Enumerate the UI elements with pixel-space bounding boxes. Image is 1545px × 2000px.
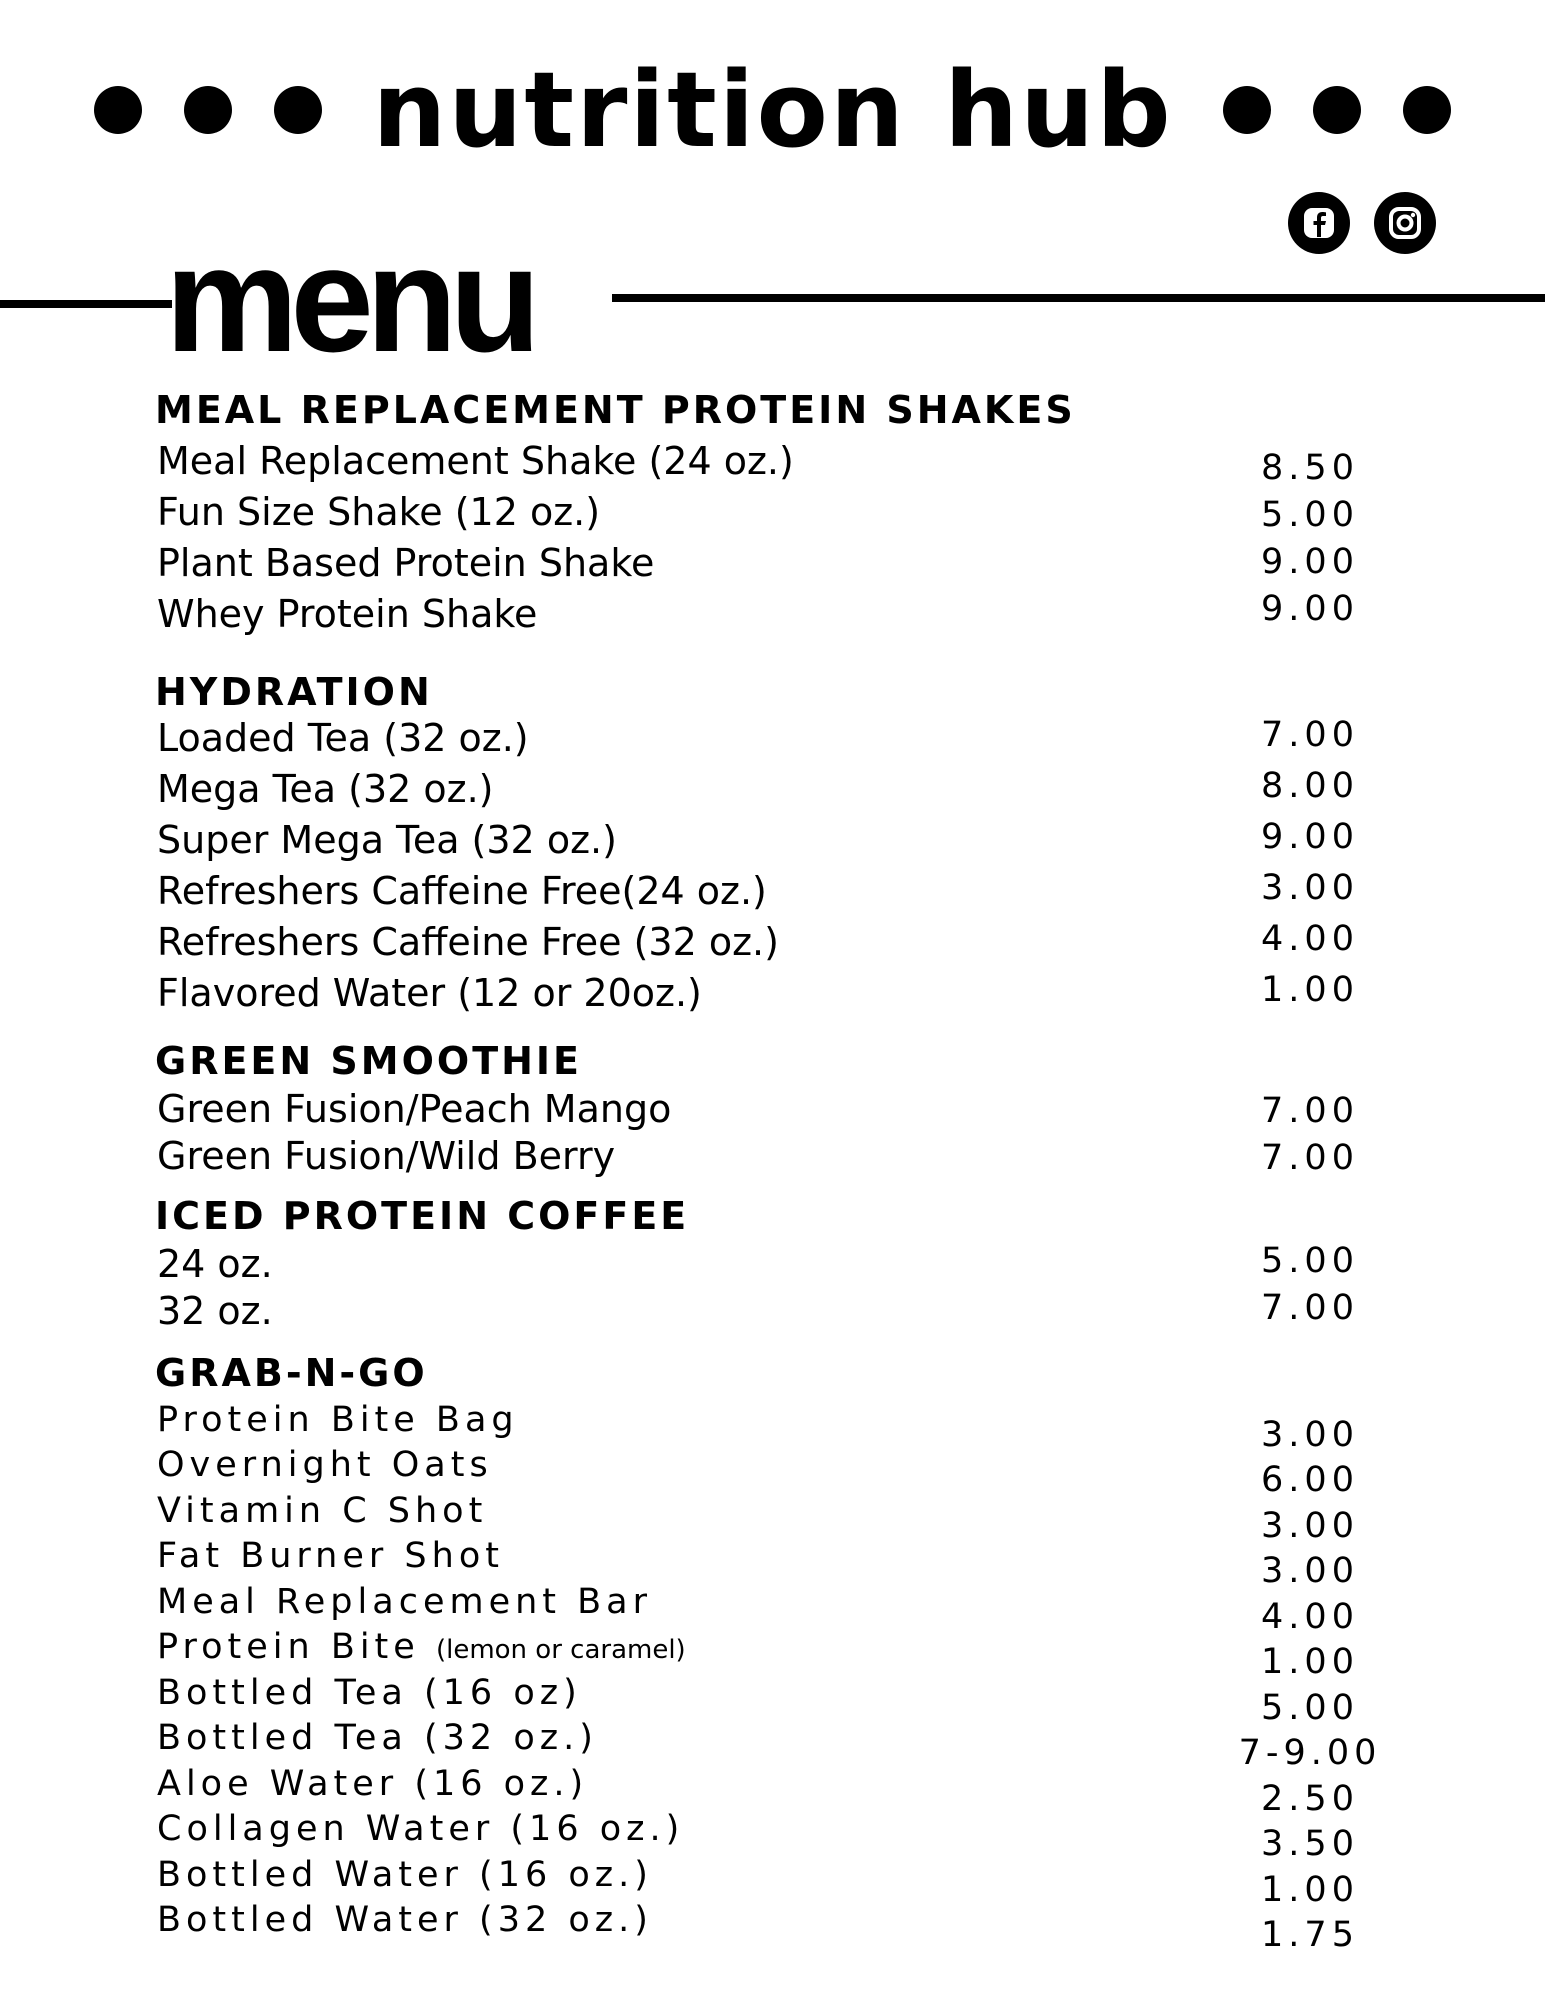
item-price: 4.00: [1261, 1597, 1359, 1637]
item-price: 3.00: [1261, 1551, 1359, 1591]
dot-icon: [94, 86, 142, 134]
divider-left: [0, 300, 172, 308]
item-name: Aloe Water (16 oz.): [157, 1764, 589, 1804]
item-price: 5.00: [1261, 1688, 1359, 1728]
item-name: Super Mega Tea (32 oz.): [157, 818, 617, 862]
item-name: Flavored Water (12 or 20oz.): [157, 971, 702, 1015]
item-price: 9.00: [1261, 589, 1359, 629]
divider-right: [612, 294, 1545, 302]
item-price: 5.00: [1261, 495, 1359, 535]
section-heading: HYDRATION: [155, 670, 433, 714]
item-name: 32 oz.: [157, 1289, 273, 1333]
item-price: 7.00: [1261, 1288, 1359, 1328]
item-price: 7.00: [1261, 1091, 1359, 1131]
header: [0, 40, 1545, 180]
section-heading: MEAL REPLACEMENT PROTEIN SHAKES: [155, 388, 1076, 432]
item-price: 3.00: [1261, 1506, 1359, 1546]
dot-icon: [274, 86, 322, 134]
item-name: Meal Replacement Bar: [157, 1582, 652, 1622]
menu-title: menu: [165, 215, 534, 383]
item-name: Refreshers Caffeine Free(24 oz.): [157, 869, 767, 913]
item-name: Bottled Water (16 oz.): [157, 1855, 653, 1895]
section-heading: ICED PROTEIN COFFEE: [155, 1194, 690, 1238]
item-price: 7.00: [1261, 1138, 1359, 1178]
item-name: Mega Tea (32 oz.): [157, 767, 494, 811]
item-name: Protein Bite Bag: [157, 1400, 519, 1440]
item-note: (lemon or caramel): [435, 1635, 686, 1665]
brand-title: nutrition hub: [372, 49, 1173, 171]
item-price: 3.50: [1261, 1824, 1359, 1864]
item-name: Whey Protein Shake: [157, 592, 538, 636]
section-heading: GREEN SMOOTHIE: [155, 1039, 583, 1083]
item-price: 2.50: [1261, 1779, 1359, 1819]
facebook-icon[interactable]: [1288, 192, 1350, 254]
right-dots: [1223, 86, 1451, 134]
social-links: [1288, 192, 1436, 254]
instagram-icon[interactable]: [1374, 192, 1436, 254]
section-heading: GRAB-N-GO: [155, 1351, 428, 1395]
dot-icon: [1313, 86, 1361, 134]
item-price: 1.00: [1261, 1642, 1359, 1682]
item-price: 5.00: [1261, 1241, 1359, 1281]
item-name-text: Protein Bite: [157, 1627, 420, 1667]
item-name: Vitamin C Shot: [157, 1491, 488, 1531]
item-price: 1.00: [1261, 1870, 1359, 1910]
item-price: 4.00: [1261, 919, 1359, 959]
item-name: Collagen Water (16 oz.): [157, 1809, 685, 1849]
item-name: Bottled Water (32 oz.): [157, 1900, 653, 1940]
item-price: 9.00: [1261, 542, 1359, 582]
item-name: [157, 1627, 686, 1667]
item-name: Overnight Oats: [157, 1445, 493, 1485]
item-price: 3.00: [1261, 1415, 1359, 1455]
item-price: 3.00: [1261, 868, 1359, 908]
dot-icon: [1223, 86, 1271, 134]
item-price: 8.00: [1261, 766, 1359, 806]
item-price: 8.50: [1261, 448, 1359, 488]
dot-icon: [184, 86, 232, 134]
item-name: Loaded Tea (32 oz.): [157, 716, 529, 760]
item-name: Bottled Tea (16 oz): [157, 1673, 582, 1713]
item-price: 9.00: [1261, 817, 1359, 857]
item-name: Green Fusion/Wild Berry: [157, 1134, 616, 1178]
item-name: Fun Size Shake (12 oz.): [157, 490, 601, 534]
item-price: 1.75: [1261, 1915, 1359, 1955]
item-price: 6.00: [1261, 1460, 1359, 1500]
item-name: Fat Burner Shot: [157, 1536, 504, 1576]
item-name: Bottled Tea (32 oz.): [157, 1718, 598, 1758]
item-name: Green Fusion/Peach Mango: [157, 1087, 672, 1131]
item-price: 1.00: [1261, 970, 1359, 1010]
item-price: 7-9.00: [1238, 1733, 1382, 1773]
dot-icon: [1403, 86, 1451, 134]
item-name: Refreshers Caffeine Free (32 oz.): [157, 920, 779, 964]
item-name: Meal Replacement Shake (24 oz.): [157, 439, 794, 483]
item-price: 7.00: [1261, 715, 1359, 755]
item-name: 24 oz.: [157, 1242, 273, 1286]
left-dots: [94, 86, 322, 134]
item-name: Plant Based Protein Shake: [157, 541, 655, 585]
